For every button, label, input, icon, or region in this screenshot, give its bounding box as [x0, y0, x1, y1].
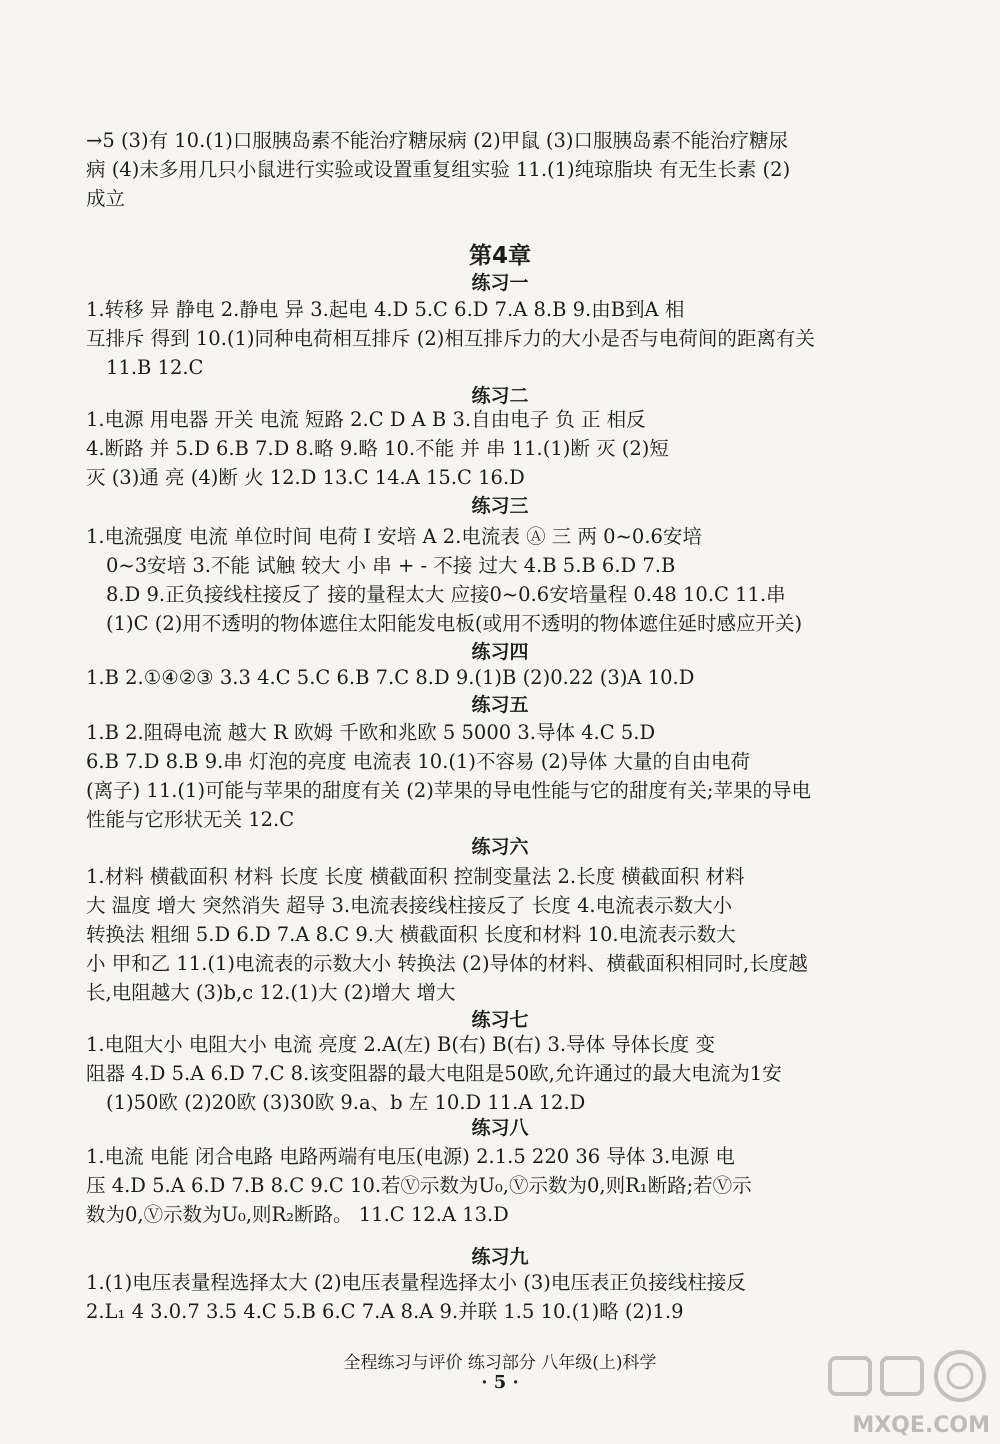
answer-line: 0~3安培 3.不能 试触 较大 小 串 + - 不接 过大 4.B 5.B 6.D 7.B [106, 554, 676, 577]
answer-line: 1.转移 异 静电 2.静电 异 3.起电 4.D 5.C 6.D 7.A 8.B 9.由B到A 相 [86, 298, 685, 321]
section-title: 练习八 [471, 1117, 529, 1139]
section-body [86, 1030, 896, 1117]
answer-line: 转换法 粗细 5.D 6.D 7.A 8.C 9.大 横截面积 长度和材料 10.电流表示数大 [86, 923, 736, 946]
watermark-text: MXQE.COM [852, 1413, 990, 1438]
section-title: 练习五 [471, 694, 529, 716]
section-title: 练习二 [471, 385, 529, 407]
intro-line: →5 (3)有 10.(1)口服胰岛素不能治疗糖尿病 (2)甲鼠 (3)口服胰岛素不能治疗糖尿 [86, 129, 789, 152]
answer-line: 11.B 12.C [106, 356, 204, 379]
answer-line: 4.断路 并 5.D 6.B 7.D 8.略 9.略 10.不能 并 串 11.(1)断 灭 (2)短 [86, 437, 669, 460]
intro-line: 病 (4)未多用几只小鼠进行实验或设置重复组实验 11.(1)纯琼脂块 有无生长素 (2) [86, 158, 791, 181]
section-body [86, 1268, 896, 1326]
section-body [86, 405, 896, 492]
answer-line: 互排斥 得到 10.(1)同种电荷相互排斥 (2)相互排斥力的大小是否与电荷间的距离有关 [86, 327, 815, 350]
answer-line: 8.D 9.正负接线柱接反了 接的量程太大 应接0~0.6安培量程 0.48 10.C 11.串 [106, 583, 786, 606]
section-title: 练习三 [471, 495, 529, 517]
section-title: 练习六 [471, 836, 529, 858]
answer-line: 1.电阻大小 电阻大小 电流 亮度 2.A(左) B(右) B(右) 3.导体 导体长度 变 [86, 1033, 715, 1056]
answer-line: 6.B 7.D 8.B 9.串 灯泡的亮度 电流表 10.(1)不容易 (2)导体 大量的自由电荷 [86, 750, 751, 773]
answer-line: (1)50欧 (2)20欧 (3)30欧 9.a、b 左 10.D 11.A 12.D [106, 1091, 586, 1114]
answer-line: 1.材料 横截面积 材料 长度 长度 横截面积 控制变量法 2.长度 横截面积 材料 [86, 865, 745, 888]
chapter-title: 第4章 [468, 243, 531, 269]
section-title: 练习九 [471, 1246, 529, 1268]
section-title: 练习一 [471, 272, 529, 294]
answer-line: 性能与它形状无关 12.C [86, 808, 295, 831]
answer-line: 长,电阻越大 (3)b,c 12.(1)大 (2)增大 增大 [86, 981, 456, 1004]
answer-line: 1.(1)电压表量程选择太大 (2)电压表量程选择太小 (3)电压表正负接线柱接反 [86, 1271, 746, 1294]
page-number: · 5 · [481, 1372, 519, 1393]
section-body [86, 1142, 896, 1229]
answer-line: (离子) 11.(1)可能与苹果的甜度有关 (2)苹果的导电性能与它的甜度有关;苹果的导电 [86, 779, 811, 802]
section-body [86, 718, 896, 834]
section-body [86, 862, 896, 1007]
answer-line: 阻器 4.D 5.A 6.D 7.C 8.该变阻器的最大电阻是50欧,允许通过的最大电流为1安 [86, 1062, 782, 1085]
section-body [86, 295, 896, 382]
answer-line: 大 温度 增大 突然消失 超导 3.电流表接线柱接反了 长度 4.电流表示数大小 [86, 894, 733, 917]
answer-line: 小 甲和乙 11.(1)电流表的示数大小 转换法 (2)导体的材料、横截面积相同时,长度越 [86, 952, 808, 975]
watermark-logo [790, 1346, 990, 1438]
section-title: 练习四 [471, 641, 529, 663]
section-body [86, 522, 896, 638]
answer-line: (1)C (2)用不透明的物体遮住太阳能发电板(或用不透明的物体遮住延时感应开关) [106, 612, 803, 635]
intro-block [86, 126, 896, 213]
answer-line: 灭 (3)通 亮 (4)断 火 12.D 13.C 14.A 15.C 16.D [86, 466, 525, 489]
answer-line: 2.L₁ 4 3.0.7 3.5 4.C 5.B 6.C 7.A 8.A 9.并联 1.5 10.(1)略 (2)1.9 [86, 1300, 684, 1323]
answer-line: 1.B 2.①④②③ 3.3 4.C 5.C 6.B 7.C 8.D 9.(1)B (2)0.22 (3)A 10.D [86, 666, 695, 689]
section-title: 练习七 [471, 1009, 529, 1031]
answer-line: 数为0,Ⓥ示数为U₀,则R₂断路。 11.C 12.A 13.D [86, 1203, 509, 1226]
section-body [86, 663, 896, 692]
answer-line: 1.电流强度 电流 单位时间 电荷 I 安培 A 2.电流表 Ⓐ 三 两 0~0.6安培 [86, 525, 702, 548]
answer-line: 1.电流 电能 闭合电路 电路两端有电压(电源) 2.1.5 220 36 导体 3.电源 电 [86, 1145, 735, 1168]
answer-line: 1.电源 用电器 开关 电流 短路 2.C D A B 3.自由电子 负 正 相反 [86, 408, 646, 431]
answer-line: 1.B 2.阻碍电流 越大 R 欧姆 千欧和兆欧 5 5000 3.导体 4.C 5.D [86, 721, 656, 744]
answer-line: 压 4.D 5.A 6.D 7.B 8.C 9.C 10.若Ⓥ示数为U₀,Ⓥ示数为0,则R₁断路;若Ⓥ示 [86, 1174, 752, 1197]
intro-line: 成立 [86, 187, 126, 210]
footer-text: 全程练习与评价 练习部分 八年级(上)科学 [343, 1353, 657, 1373]
